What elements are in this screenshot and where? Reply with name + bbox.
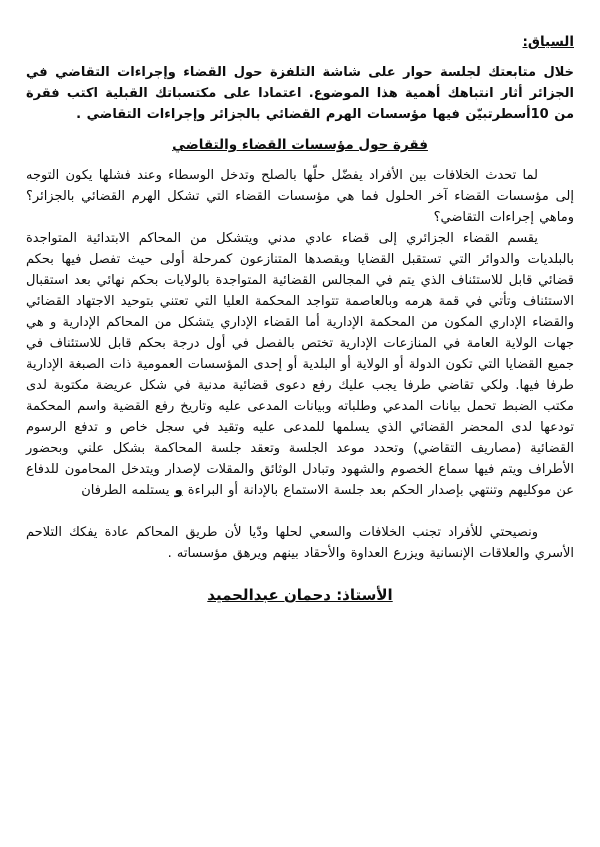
context-heading: السياق: [522,34,574,50]
advice-paragraph: ونصيحتي للأفراد تجنب الخلافات والسعي لحلها ودّيا لأن طريق المحاكم عادة يفكك التلاحم الأسري والعلاقات الإنسانية ويزرع العداوة والأحقاد بينهم ويرهق مؤسساته . [26,525,574,561]
intro-paragraph: خلال متابعتك لجلسة حوار على شاشة التلفزة حول القضاء وإجراءات التقاضي في الجزائر أثار انتباهك أهمية هذا الموضوع. اعتمادا على مكتسباتك القبلية اكتب فقرة من 10أسطرتبيّن فيها مؤسسات الهرم القضائي بالجزائر وإجراءات التقاضي . [26,65,574,122]
author-signature: الأستاذ: دحمان عبدالحميد [207,586,393,604]
body-paragraph [26,228,574,501]
question-paragraph: لما تحدث الخلافات بين الأفراد يفضّل حلّها بالصلح وتدخل الوسطاء وعند فشلها يكون التوجه إلى مؤسسات القضاء آخر الحلول فما هي مؤسسات القضاء التي تشكل الهرم القضائي بالجزائر؟ وماهي إجراءات التقاضي؟ [26,168,574,225]
body-text-after-underline: يستلمه الطرفان [81,483,175,498]
section-title: فقرة حول مؤسسات القضاء والتقاضي [172,137,428,153]
underlined-conjunction: و [174,483,183,498]
body-text-before-underline: يقسم القضاء الجزائري إلى قضاء عادي مدني ويتشكل من المحاكم الابتدائية المتواجدة بالبلديات والدوائر التي تستقبل القضايا ويقصدها المتنازعون كمرحلة أولى حيث تفصل فيها بحكم قضائي قابل للاستئناف الذي يتم في المجالس القضائية المتواجدة بالولايات بحكم نهائي بعد استقبال الاستئناف وتأتي في قمة هرمه وبالعاصمة تتواجد المحكمة العليا التي تعتني بتوحيد الاجتهاد القضائي والقضاء الإداري المكون من المحكمة الإدارية أما القضاء الإداري يتشكل من المحاكم الإدارية و هي جهات الولاية العامة في المنازعات الإدارية تختص بالفصل في أول درجة بحكم قابل للاستئناف في جميع القضايا التي تكون الدولة أو الولاية أو البلدية أو إحدى المؤسسات العمومية ذات الصبغة الإدارية طرفا فيها. ولكي تقاضي طرفا يجب عليك رفع دعوى قضائية مدنية في شكل عريضة مكتوبة لدى مكتب الضبط تحمل بيانات المدعي وطلباته وبيانات المدعى عليه وتاريخ رفع القضية واسم المحكمة تودعها لدى المحضر القضائي الذي يسلمها للمدعى عليه وتقيد في سجل خاص و تدفع الرسوم القضائية (مصاريف التقاضي) وتحدد موعد الجلسة وتعقد جلسة المحاكمة بشكل علني وبحضور الأطراف ويتم فيها سماع الخصوم والشهود وتبادل الوثائق والمقلات لإصدار ويتدخل المحامون للدفاع عن موكليهم وتنتهي بإصدار الحكم بعد جلسة الاستماع بالإدانة أو البراءة [26,231,574,498]
